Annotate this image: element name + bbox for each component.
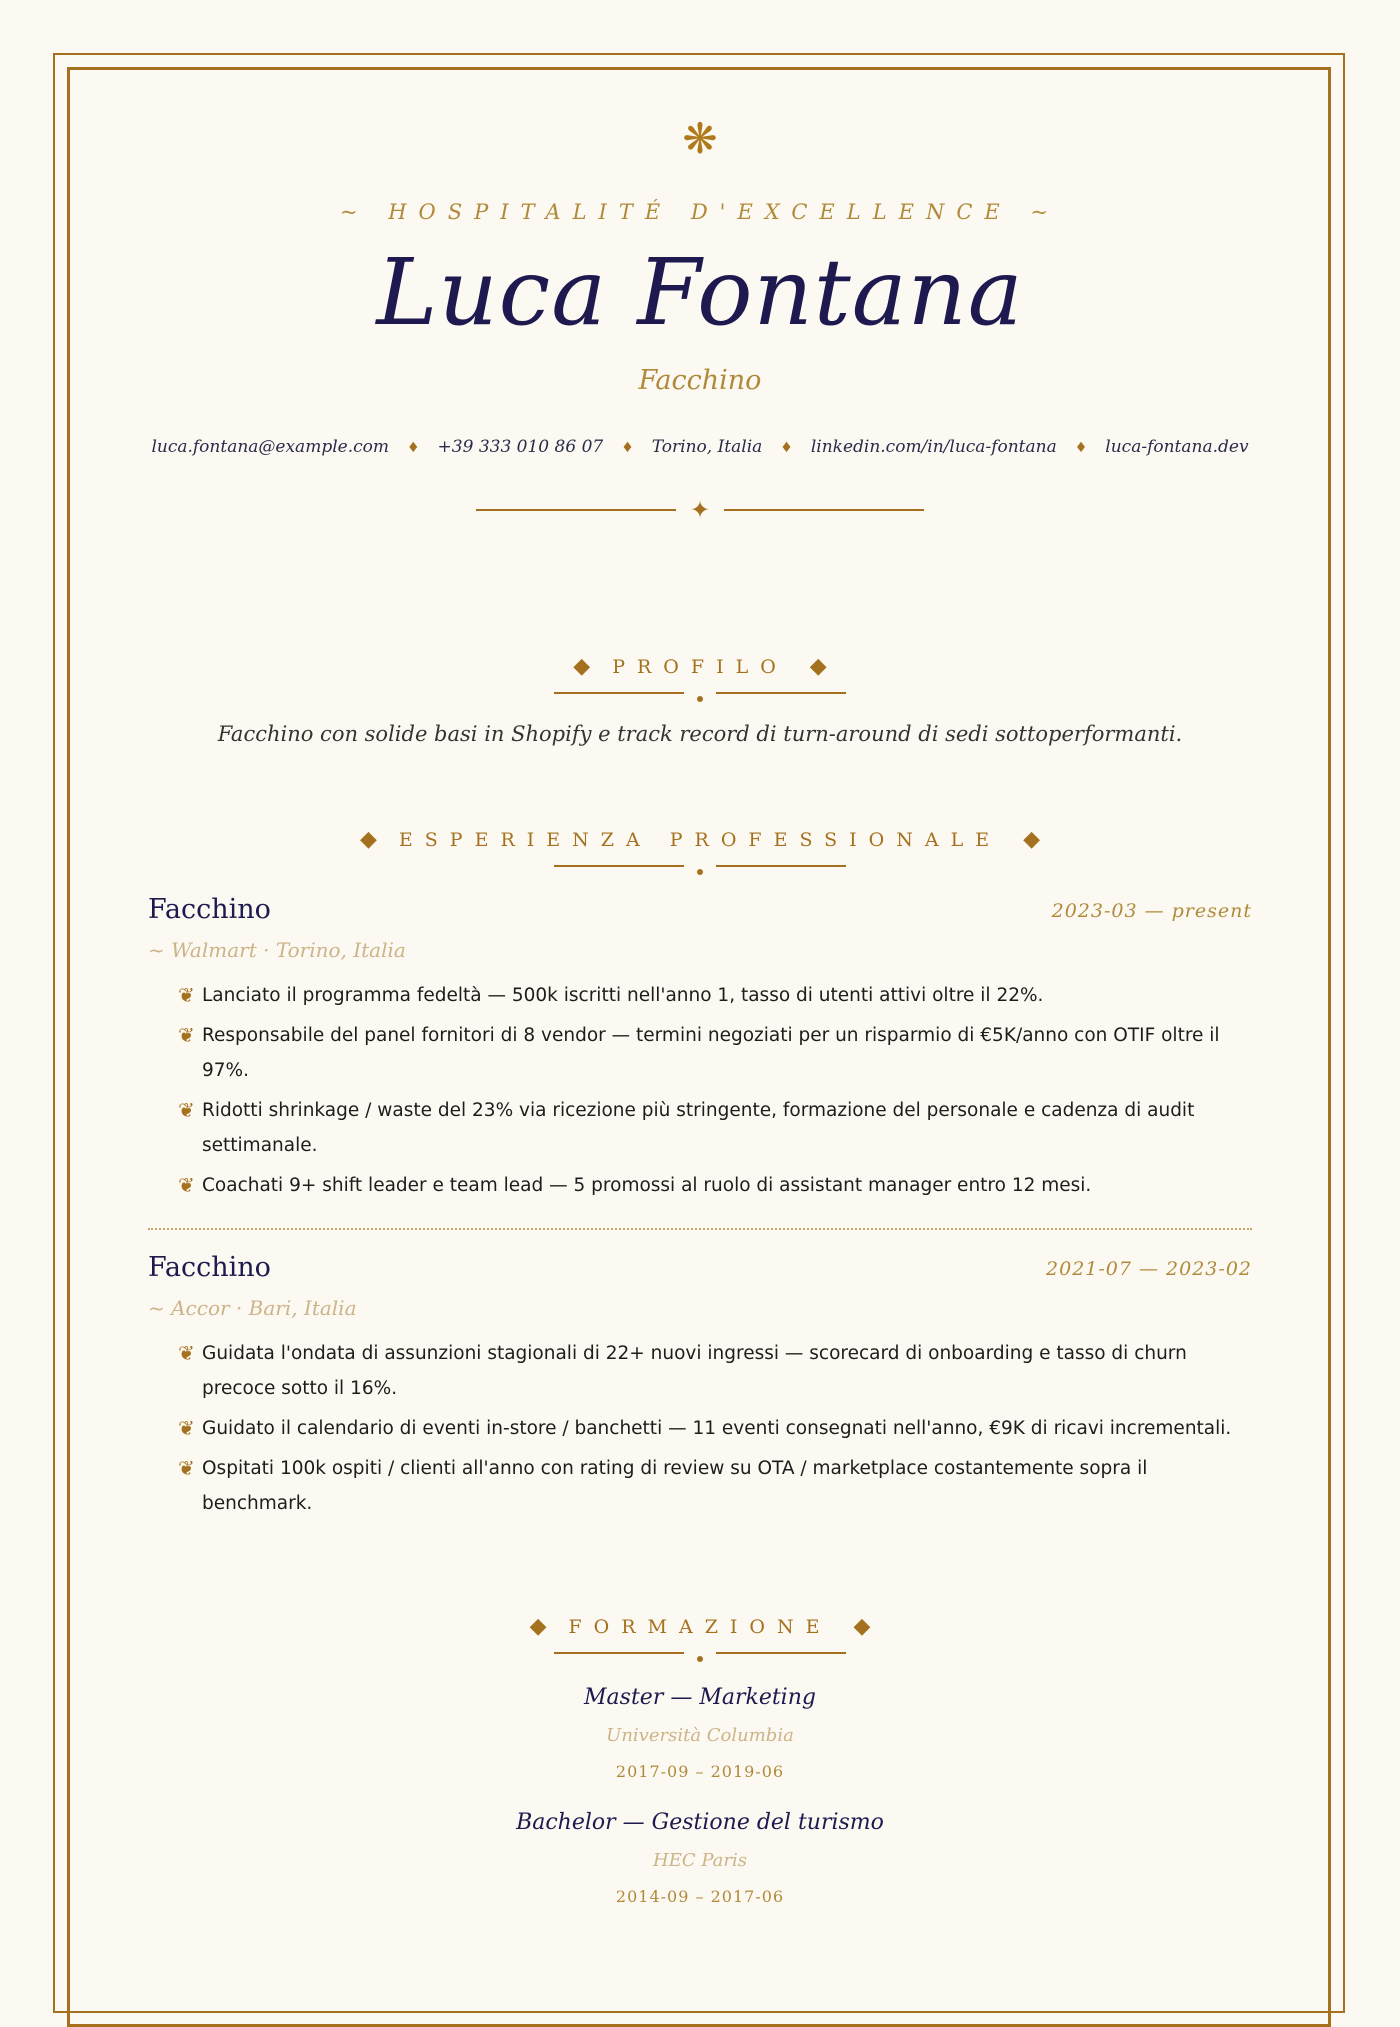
list-item: ❦ Responsabile del panel fornitori di 8 vendor — termini negoziati per un risparmio di €5K/anno con OTIF oltre il 97%.: [180, 1018, 1252, 1088]
section-heading-experience: [0, 825, 1400, 895]
fleuron-bullet-icon: ❦: [178, 1416, 195, 1440]
profile-summary: Facchino con solide basi in Shopify e track record di turn-around di sedi sottoperformanti.: [217, 722, 1183, 746]
section-underline: [716, 692, 846, 694]
diamond-icon: ◆: [853, 1614, 871, 1639]
job-bullets: [180, 1336, 1252, 1526]
list-item: ❦ Guidato il calendario di eventi in-store / banchetti — 11 eventi consegnati nell'anno, €9K di ricavi incrementali.: [180, 1411, 1252, 1446]
linkedin-link[interactable]: linkedin.com/in/luca-fontana: [810, 437, 1057, 457]
fleuron-bullet-icon: ❦: [178, 1098, 195, 1122]
section-underline: [716, 1652, 846, 1654]
section-title: FORMAZIONE: [568, 1616, 832, 1638]
fleuron-bullet-icon: ❦: [178, 1456, 195, 1480]
experience-entry: [148, 894, 1252, 1224]
list-item: ❦ Lanciato il programma fedeltà — 500k iscritti nell'anno 1, tasso di utenti attivi oltre il 22%.: [180, 978, 1252, 1013]
section-title: PROFILO: [612, 656, 788, 678]
diamond-icon: ◆: [360, 827, 377, 852]
email-link[interactable]: luca.fontana@example.com: [151, 437, 389, 457]
contact-line: [0, 437, 1400, 457]
list-item: ❦ Guidata l'ondata di assunzioni stagionali di 22+ nuovi ingressi — scorecard di onboarding e tasso di churn precoce sotto il 16%.: [180, 1336, 1252, 1406]
sparkle-icon: ✦: [689, 496, 711, 524]
candidate-title: Facchino: [638, 365, 762, 396]
diamond-icon: ◆: [573, 654, 591, 679]
degree-title: Master — Marketing: [584, 1685, 816, 1710]
job-company: ~ Accor · Bari, Italia: [148, 1296, 357, 1320]
section-underline: [554, 692, 684, 694]
diamond-separator-icon: ♦: [621, 440, 634, 456]
fleuron-bullet-icon: ❦: [178, 983, 195, 1007]
section-title: ESPERIENZA PROFESSIONALE: [398, 829, 1002, 851]
education-entry: [0, 1678, 1400, 1790]
diamond-separator-icon: ♦: [780, 440, 793, 456]
job-role: Facchino: [148, 894, 271, 925]
list-item: ❦ Ridotti shrinkage / waste del 23% via ricezione più stringente, formazione del personale e cadenza di audit settimanale.: [180, 1093, 1252, 1163]
dot-icon: [697, 1656, 703, 1662]
diamond-separator-icon: ♦: [406, 440, 420, 456]
job-bullets: [180, 978, 1252, 1208]
diamond-icon: ◆: [809, 654, 827, 679]
fleuron-bullet-icon: ❦: [178, 1173, 195, 1197]
education-entry: [0, 1803, 1400, 1915]
diamond-separator-icon: ♦: [1074, 440, 1088, 456]
list-item: ❦ Coachati 9+ shift leader e team lead — 5 promossi al ruolo di assistant manager entro 12 mesi.: [180, 1168, 1252, 1203]
job-dates: 2021-07 — 2023-02: [1046, 1258, 1252, 1280]
fleuron-bullet-icon: ❦: [178, 1341, 195, 1365]
job-role: Facchino: [148, 1252, 271, 1283]
job-dates: 2023-03 — present: [1051, 900, 1252, 922]
degree-title: Bachelor — Gestione del turismo: [516, 1810, 884, 1835]
dot-icon: [697, 869, 703, 875]
experience-entry: [148, 1252, 1252, 1532]
section-underline: [716, 865, 846, 867]
tagline: ~ HOSPITALITÉ D'EXCELLENCE ~: [339, 200, 1061, 224]
section-heading-education: [0, 1612, 1400, 1682]
website-link[interactable]: luca-fontana.dev: [1105, 437, 1249, 457]
fleuron-bullet-icon: ❦: [178, 1023, 195, 1047]
diamond-icon: ◆: [529, 1614, 547, 1639]
education-dates: 2014-09 – 2017-06: [615, 1887, 785, 1906]
phone-text: +39 333 010 86 07: [437, 437, 604, 457]
section-underline: [554, 865, 684, 867]
section-heading-profile: [0, 652, 1400, 722]
flower-ornament-icon: ❋: [682, 114, 718, 163]
section-underline: [554, 1652, 684, 1654]
dot-icon: [697, 696, 703, 702]
candidate-name: Luca Fontana: [376, 239, 1024, 346]
school-name: Università Columbia: [606, 1725, 794, 1746]
header-divider: [0, 496, 1400, 524]
divider-line: [724, 509, 924, 511]
education-dates: 2017-09 – 2019-06: [615, 1762, 785, 1781]
entry-divider: [148, 1228, 1252, 1230]
job-company: ~ Walmart · Torino, Italia: [148, 938, 406, 962]
list-item: ❦ Ospitati 100k ospiti / clienti all'anno con rating di review su OTA / marketplace costantemente sopra il benchmark.: [180, 1451, 1252, 1521]
diamond-icon: ◆: [1023, 827, 1040, 852]
divider-line: [476, 509, 676, 511]
school-name: HEC Paris: [653, 1850, 747, 1871]
location-text: Torino, Italia: [651, 437, 763, 457]
